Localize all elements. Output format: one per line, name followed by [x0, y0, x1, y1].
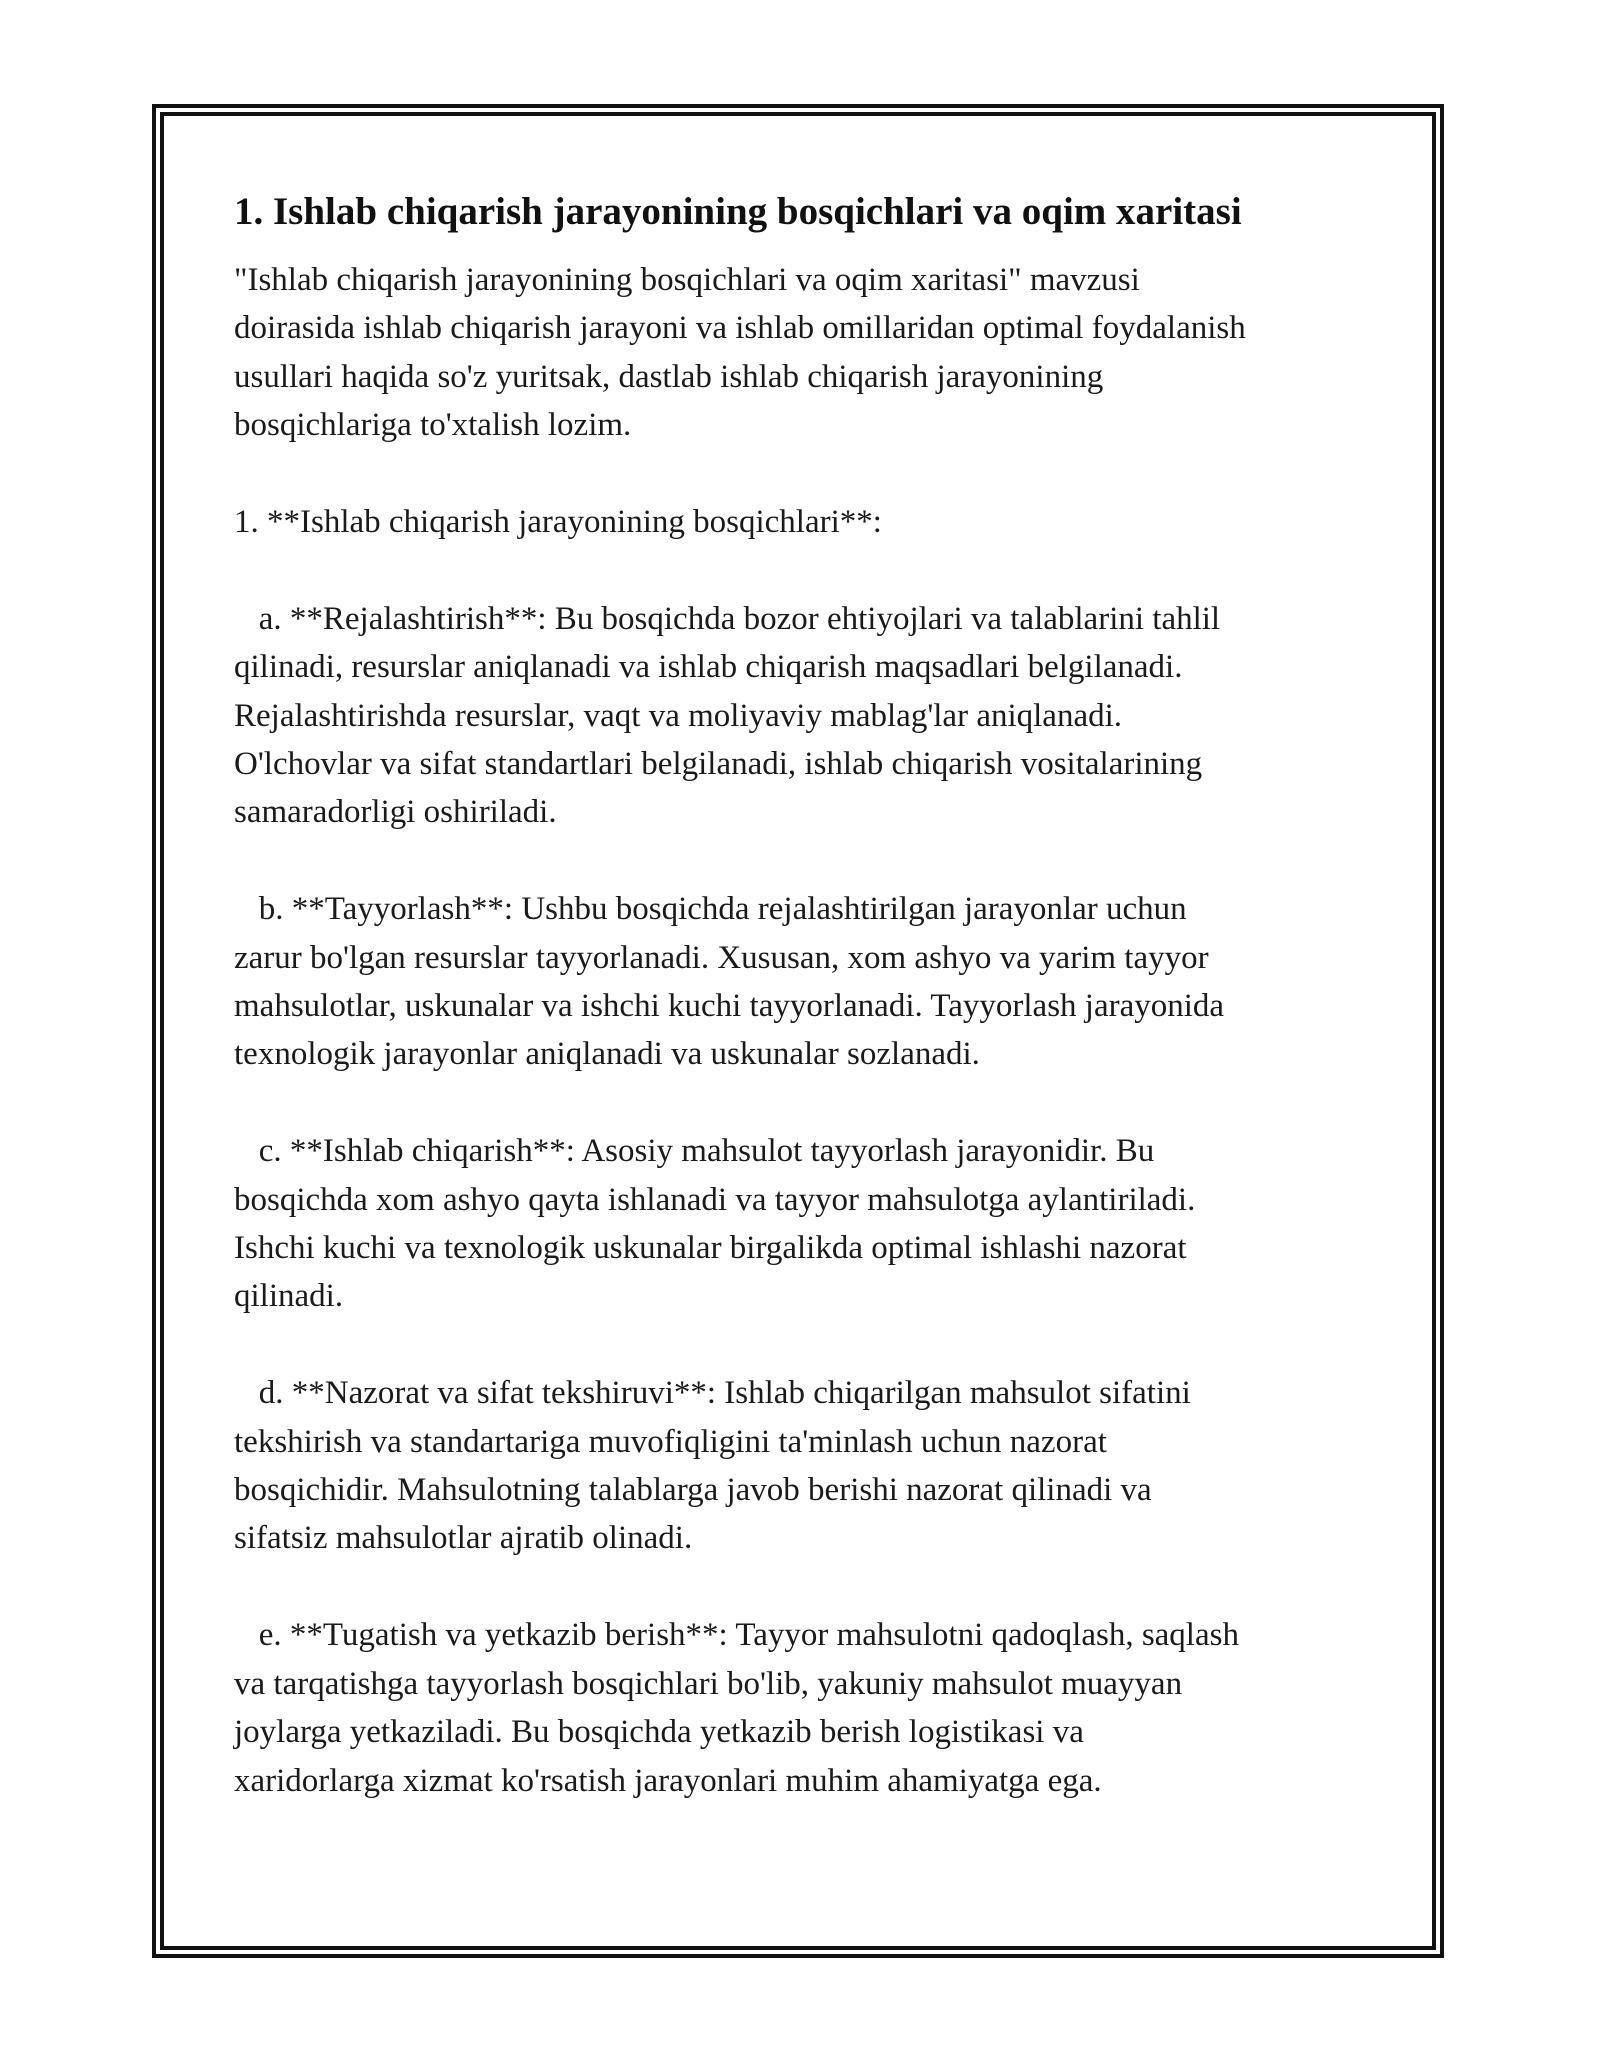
stage-item-c: c. **Ishlab chiqarish**: Asosiy mahsulot tayyorlash jarayonidir. Bu bosqichda xom ashyo qayta ishlanadi va tayyor mahsulotga aylantiriladi. Ishchi kuchi va texnologik uskunalar birgalikda optimal ishlashi nazorat qilinadi. — [234, 1133, 1196, 1315]
paragraph-spacer — [234, 1079, 1364, 1127]
paragraph-spacer — [234, 1563, 1364, 1611]
paragraph-spacer — [234, 1321, 1364, 1369]
document-body — [234, 186, 1364, 1805]
stage-item-e: e. **Tugatish va yetkazib berish**: Tayyor mahsulotni qadoqlash, saqlash va tarqatishga tayyorlash bosqichlari bo'lib, yakuniy mahsulot muayyan joylarga yetkaziladi. Bu bosqichda yetkazib berish logistikasi va xaridorlarga xizmat ko'rsatish jarayonlari muhim ahamiyatga ega. — [234, 1617, 1239, 1799]
document-title: 1. Ishlab chiqarish jarayonining bosqichlari va oqim xaritasi — [234, 190, 1242, 233]
stage-item-b: b. **Tayyorlash**: Ushbu bosqichda rejalashtirilgan jarayonlar uchun zarur bo'lgan resurslar tayyorlanadi. Xususan, xom ashyo va yarim tayyor mahsulotlar, uskunalar va ishchi kuchi tayyorlanadi. Tayyorlash jarayonida texnologik jarayonlar aniqlanadi va uskunalar sozlanadi. — [234, 891, 1225, 1073]
stage-item-d: d. **Nazorat va sifat tekshiruvi**: Ishlab chiqarilgan mahsulot sifatini tekshirish va standartariga muvofiqligini ta'minlash uchun nazorat bosqichidir. Mahsulotning talablarga javob berishi nazorat qilinadi va sifatsiz mahsulotlar ajratib olinadi. — [234, 1375, 1191, 1557]
paragraph-spacer — [234, 837, 1364, 885]
paragraph-spacer — [234, 546, 1364, 594]
intro-paragraph: "Ishlab chiqarish jarayonining bosqichlari va oqim xaritasi" mavzusi doirasida ishlab chiqarish jarayoni va ishlab omillaridan optimal foydalanish usullari haqida so'z yuritsak, dastlab ishlab chiqarish jarayonining bosqichlariga to'xtalish lozim. — [234, 262, 1246, 444]
paragraph-spacer — [234, 450, 1364, 498]
stage-item-a: a. **Rejalashtirish**: Bu bosqichda bozor ehtiyojlari va talablarini tahlil qilinadi, resurslar aniqlanadi va ishlab chiqarish maqsadlari belgilanadi. Rejalashtirishda resurslar, vaqt va moliyaviy mablag'lar aniqlanadi. O'lchovlar va sifat standartlari belgilanadi, ishlab chiqarish vositalarining samaradorligi oshiriladi. — [234, 600, 1221, 831]
section-heading: 1. **Ishlab chiqarish jarayonining bosqichlari**: — [234, 504, 882, 541]
